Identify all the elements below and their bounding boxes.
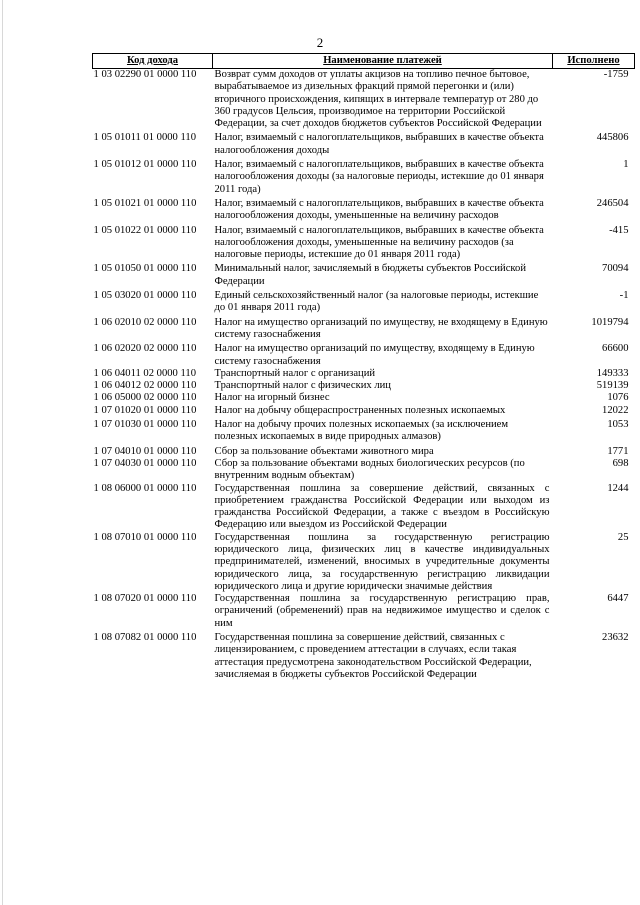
income-code: 1 06 02020 02 0000 110 — [93, 343, 197, 355]
executed-amount: 698 — [612, 457, 629, 469]
executed-amount: 70094 — [602, 263, 629, 275]
table-row — [93, 380, 635, 392]
income-code: 1 05 03020 01 0000 110 — [93, 290, 197, 302]
executed-amount: 1076 — [607, 392, 629, 404]
table-row — [93, 315, 635, 342]
income-code: 1 05 01021 01 0000 110 — [93, 197, 197, 209]
income-code: 1 07 01020 01 0000 110 — [93, 404, 197, 416]
executed-amount: 23632 — [602, 632, 629, 644]
executed-amount: -1759 — [603, 69, 629, 80]
payment-name: Сбор за пользование объектами водных биологических ресурсов (по внутренним водным объектам) — [214, 457, 525, 482]
income-code: 1 07 04010 01 0000 110 — [93, 445, 197, 457]
income-code: 1 05 01050 01 0000 110 — [93, 263, 197, 275]
payment-name: Налог на имущество организаций по имуществу, входящему в Единую систему газоснабжения — [214, 343, 535, 367]
payment-name: Сбор за пользование объектами животного мира — [214, 445, 434, 457]
table-row — [93, 630, 635, 681]
payment-name: Возврат сумм доходов от уплаты акцизов на топливо печное бытовое, вырабатываемое из дизельных фракций прямой перегонки и (или) вторичного происхождения, кипящих в интервале температур от 280 до 360 градусов Цельсия, производимое на территории Российской Федерации, за счет доходов бюджетов субъектов Российской Федерации — [214, 69, 542, 130]
payment-name: Налог, взимаемый с налогоплательщиков, выбравших в качестве объекта налогообложения доходы, уменьшенные на величину расходов — [214, 197, 544, 222]
income-code: 1 08 07020 01 0000 110 — [93, 593, 197, 605]
executed-amount: 149333 — [596, 367, 629, 379]
executed-amount: 445806 — [596, 132, 629, 144]
header-code: Код дохода — [93, 54, 213, 69]
executed-amount: 1771 — [607, 445, 629, 457]
executed-amount: 246504 — [596, 197, 629, 209]
table-row — [93, 593, 635, 630]
income-code: 1 06 04011 02 0000 110 — [93, 367, 197, 379]
table-row — [93, 157, 635, 196]
payment-name: Налог, взимаемый с налогоплательщиков, выбравших в качестве объекта налогообложения доходы — [214, 132, 544, 156]
payment-name: Транспортный налог с физических лиц — [214, 380, 391, 392]
revenue-table — [92, 53, 635, 681]
income-code: 1 05 01012 01 0000 110 — [93, 159, 197, 171]
table-row — [93, 483, 635, 532]
income-code: 1 06 04012 02 0000 110 — [93, 380, 197, 392]
income-code: 1 03 02290 01 0000 110 — [93, 69, 197, 80]
payment-name: Налог на игорный бизнес — [214, 392, 330, 404]
income-code: 1 08 06000 01 0000 110 — [93, 482, 197, 494]
table-row — [93, 405, 635, 417]
table-row — [93, 223, 635, 262]
table-header-row — [93, 54, 635, 69]
table-row — [93, 392, 635, 404]
payment-name: Налог на добычу общераспространенных полезных ископаемых — [214, 404, 506, 416]
payment-name: Транспортный налог с организаций — [214, 367, 376, 379]
payment-name: Государственная пошлина за совершение действий, связанных с приобретением гражданства Российской Федерации или выходом из гражданства Российской Федерации, а также с въездом в Российскую Федерацию или выездом из Российской Федерации — [214, 482, 550, 531]
payment-name: Налог, взимаемый с налогоплательщиков, выбравших в качестве объекта налогообложения доходы, уменьшенные на величину расходов (за налоговые периоды, истекшие до 01 января 2011 года) — [214, 224, 544, 261]
income-code: 1 08 07010 01 0000 110 — [93, 531, 197, 543]
income-code: 1 07 01030 01 0000 110 — [93, 419, 197, 431]
income-code: 1 05 01022 01 0000 110 — [93, 224, 197, 236]
payment-name: Налог на добычу прочих полезных ископаемых (за исключением полезных ископаемых в виде природных алмазов) — [214, 419, 509, 443]
table-row — [93, 458, 635, 483]
header-name: Наименование платежей — [213, 54, 553, 69]
income-code: 1 07 04030 01 0000 110 — [93, 457, 197, 469]
table-row — [93, 69, 635, 131]
executed-amount: 1019794 — [591, 316, 629, 328]
scan-edge-line — [2, 0, 3, 905]
table-row — [93, 261, 635, 288]
table-row — [93, 196, 635, 223]
table-row — [93, 532, 635, 593]
payment-name: Государственная пошлина за государственную регистрацию юридического лица, физических лиц в качестве индивидуальных предпринимателей, изменений, вносимых в учредительные документы юридического лица, за государственную регистрацию ликвидации юридического лица и другие юридически значимые действия — [214, 531, 550, 592]
income-code: 1 06 02010 02 0000 110 — [93, 316, 197, 328]
table-row — [93, 288, 635, 315]
table-row — [93, 417, 635, 444]
income-code: 1 06 05000 02 0000 110 — [93, 392, 197, 404]
executed-amount: 6447 — [607, 593, 629, 605]
income-code: 1 05 01011 01 0000 110 — [93, 132, 197, 144]
payment-name: Налог, взимаемый с налогоплательщиков, выбравших в качестве объекта налогообложения доходы (за налоговые периоды, истекшие до 01 января 2011 года) — [214, 159, 544, 195]
payment-name: Государственная пошлина за совершение действий, связанных с лицензированием, с проведением аттестации в случаях, если такая аттестация предусмотрена законодательством Российской Федерации, зачисляемая в бюджеты субъектов Российской Федерации — [214, 632, 532, 680]
executed-amount: 519139 — [596, 380, 629, 392]
executed-amount: -1 — [619, 290, 629, 302]
table-row — [93, 341, 635, 368]
table-row — [93, 368, 635, 380]
executed-amount: 1244 — [607, 482, 629, 494]
payment-name: Минимальный налог, зачисляемый в бюджеты субъектов Российской Федерации — [214, 263, 526, 287]
page-number: 2 — [316, 35, 324, 50]
executed-amount: 66600 — [602, 343, 629, 355]
payment-name: Единый сельскохозяйственный налог (за налоговые периоды, истекшие до 01 января 2011 года) — [214, 290, 539, 314]
payment-name: Государственная пошлина за государственную регистрацию прав, ограничений (обременений) прав на недвижимое имущество и сделок с ним — [214, 593, 550, 629]
executed-amount: 1053 — [607, 419, 629, 431]
executed-amount: 12022 — [602, 404, 629, 416]
table-row — [93, 444, 635, 458]
income-code: 1 08 07082 01 0000 110 — [93, 632, 197, 644]
executed-amount: -415 — [609, 224, 629, 236]
executed-amount: 25 — [617, 531, 629, 543]
executed-amount: 1 — [623, 159, 629, 171]
payment-name: Налог на имущество организаций по имуществу, не входящему в Единую систему газоснабжения — [214, 316, 548, 340]
table-row — [93, 130, 635, 157]
header-value: Исполнено — [553, 54, 635, 69]
